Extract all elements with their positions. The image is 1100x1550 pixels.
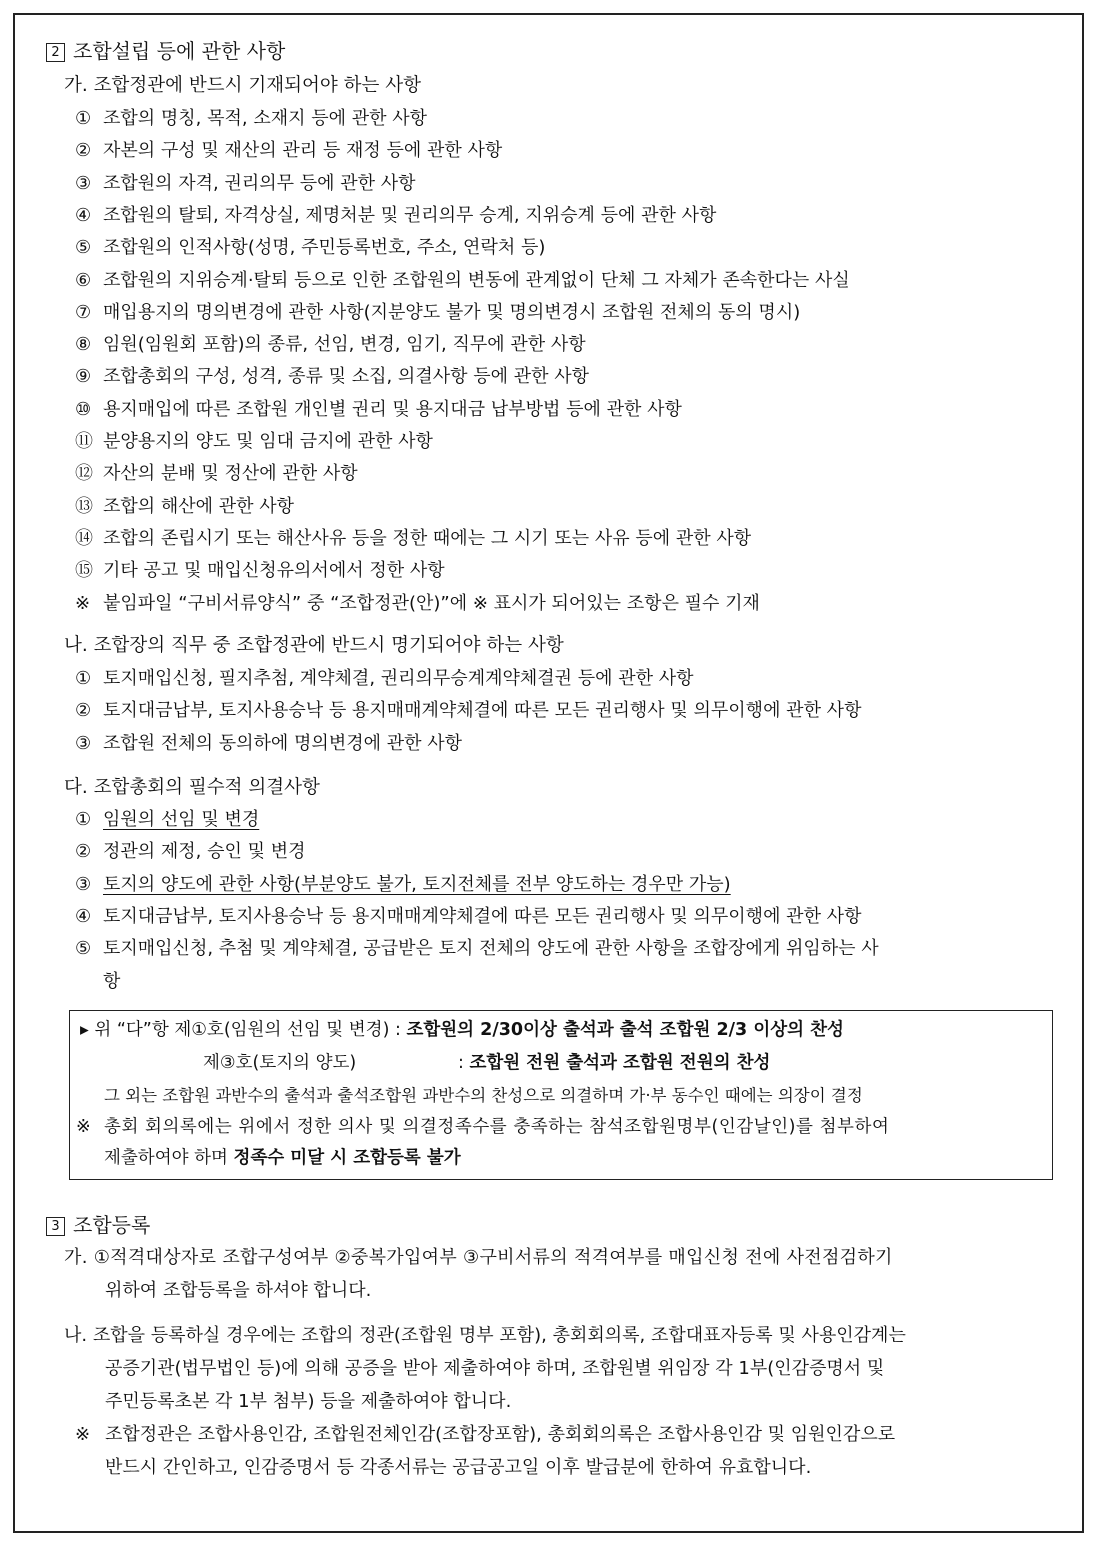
list-item: [75, 970, 120, 994]
list-item: [75, 808, 259, 832]
list-item-text: 자산의 분배 및 정산에 관한 사항: [103, 463, 358, 485]
list-item-marker: ⑥: [75, 269, 92, 291]
list-item: [75, 937, 879, 961]
list-item-marker: ①: [75, 108, 92, 129]
list-item-marker: ②: [75, 140, 92, 162]
list-item-text: 조합원의 인적사항(성명, 주민등록번호, 주소, 연락처 등): [103, 237, 546, 259]
list-item-text: 임원의 선임 및 변경: [103, 809, 260, 830]
list-item: [75, 732, 462, 756]
list-item-marker: ③: [75, 172, 92, 194]
list-item-marker: ⑧: [75, 334, 92, 356]
s3-na-line-1: 나. 조합을 등록하실 경우에는 조합의 정관(조합원 명부 포함), 총회회의록, 조합대표자등록 및 사용인감계는: [64, 1325, 906, 1346]
list-item: [75, 236, 545, 260]
section-3-heading: [46, 1212, 150, 1238]
list-item-marker: ※: [75, 592, 91, 614]
list-item: [75, 699, 861, 723]
s3-ga-line-2: 위하여 조합등록을 하셔야 합니다.: [105, 1280, 372, 1301]
box-row-4: [76, 1115, 889, 1139]
list-item-text: 조합총회의 구성, 성격, 종류 및 소집, 의결사항 등에 관한 사항: [103, 366, 589, 388]
list-item-marker: ⑫: [75, 463, 93, 485]
box-rule-1-label: ▸ 위 “다”항 제①호(임원의 선임 및 변경) :: [80, 1020, 401, 1040]
section-number-box: 2: [46, 43, 65, 62]
list-item: [75, 559, 445, 583]
list-item-marker: ⑪: [75, 431, 93, 452]
list-item-marker: ⑨: [75, 366, 92, 388]
list-item-text: 토지의 양도에 관한 사항(부분양도 불가, 토지전체를 전부 양도하는 경우만 가능): [103, 873, 731, 895]
list-item-text: 조합원 전체의 동의하에 명의변경에 관한 사항: [103, 732, 462, 754]
list-item-marker: ⑭: [75, 527, 93, 549]
s3-note-text: 조합정관은 조합사용인감, 조합원전체인감(조합장포함), 총회회의록은 조합사용인감 및 임원인감으로: [105, 1424, 896, 1445]
list-item-text: 토지매입신청, 추첨 및 계약체결, 공급받은 토지 전체의 양도에 관한 사항을 조합장에게 위임하는 사: [103, 938, 879, 960]
list-item-text: 토지대금납부, 토지사용승낙 등 용지매매계약체결에 따른 모든 권리행사 및 의무이행에 관한 사항: [103, 905, 862, 927]
box-note-mark: ※: [76, 1117, 91, 1137]
list-item-marker: ①: [75, 668, 92, 689]
box-row-1: [80, 1018, 844, 1042]
list-item: [75, 592, 760, 616]
list-item-text: 토지대금납부, 토지사용승낙 등 용지매매계약체결에 따른 모든 권리행사 및 의무이행에 관한 사항: [103, 700, 862, 722]
list-item-marker: ⑤: [75, 938, 92, 960]
list-item-text: 조합의 해산에 관한 사항: [103, 495, 295, 517]
list-item: [75, 840, 306, 864]
box-rule-2-value: 조합원 전원 출석과 조합원 전원의 찬성: [469, 1053, 771, 1073]
list-item-marker: ②: [75, 700, 92, 722]
list-item-text: 조합원의 자격, 권리의무 등에 관한 사항: [103, 172, 416, 194]
list-item: [75, 495, 294, 519]
s3-note-mark: ※: [75, 1424, 91, 1445]
box-row-5: [104, 1146, 461, 1170]
list-item-marker: ④: [75, 905, 92, 927]
list-item-text: 조합원의 지위승계·탈퇴 등으로 인한 조합원의 변동에 관계없이 단체 그 자체가 존속한다는 사실: [103, 269, 850, 291]
list-item-text: 용지매입에 따른 조합원 개인별 권리 및 용지대금 납부방법 등에 관한 사항: [103, 398, 682, 420]
list-item-marker: ③: [75, 873, 92, 895]
s3-note-line-2: 반드시 간인하고, 인감증명서 등 각종서류는 공급공고일 이후 발급분에 한하여 유효합니다.: [105, 1457, 812, 1478]
list-item-text: 조합의 존립시기 또는 해산사유 등을 정한 때에는 그 시기 또는 사유 등에 관한 사항: [103, 527, 752, 549]
list-item-text: 정관의 제정, 승인 및 변경: [103, 841, 306, 863]
box-row-5-text: 제출하여야 하며: [104, 1148, 228, 1168]
s3-na-line-3: 주민등록초본 각 1부 첨부) 등을 제출하여야 합니다.: [105, 1391, 512, 1412]
list-item-text: 조합원의 탈퇴, 자격상실, 제명처분 및 권리의무 승계, 지위승계 등에 관한 사항: [103, 204, 717, 226]
section-title: 조합설립 등에 관한 사항: [73, 39, 286, 63]
list-item-marker: ⑤: [75, 237, 92, 259]
list-item: [75, 204, 716, 228]
list-item-marker: ⑬: [75, 495, 93, 517]
s3-ga-line-1: 가. ①적격대상자로 조합구성여부 ②중복가입여부 ③구비서류의 적격여부를 매입신청 전에 사전점검하기: [64, 1247, 893, 1268]
list-item-text: 매입용지의 명의변경에 관한 사항(지분양도 불가 및 명의변경시 조합원 전체의 동의 명시): [103, 301, 801, 323]
list-item-text: 토지매입신청, 필지추첨, 계약체결, 권리의무승계계약체결권 등에 관한 사항: [103, 668, 694, 689]
list-item-marker: ②: [75, 841, 92, 863]
list-item: [75, 333, 586, 357]
s3-na-line-2: 공증기관(법무법인 등)에 의해 공증을 받아 제출하여야 하며, 조합원별 위임장 각 1부(인감증명서 및: [105, 1358, 885, 1379]
list-item: [75, 527, 751, 551]
list-item-text: 항: [103, 970, 121, 992]
list-item: [75, 430, 433, 454]
voting-rules-box: [69, 1010, 1053, 1180]
subsection-da-title: 다. 조합총회의 필수적 의결사항: [64, 777, 320, 798]
list-item-text: 임원(임원회 포함)의 종류, 선임, 변경, 임기, 직무에 관한 사항: [103, 334, 586, 356]
list-item: [75, 873, 731, 897]
list-item: [75, 462, 358, 486]
box-rule-1-value: 조합원의 2/30이상 출석과 출석 조합원 2/3 이상의 찬성: [406, 1020, 844, 1040]
section-2-heading: [46, 38, 285, 64]
list-item: [75, 139, 502, 163]
list-item: [75, 905, 861, 929]
subsection-ga-title: 가. 조합정관에 반드시 기재되어야 하는 사항: [64, 75, 421, 96]
list-item-marker: ④: [75, 204, 92, 226]
section-title: 조합등록: [73, 1213, 151, 1237]
box-row-5-bold: 정족수 미달 시 조합등록 불가: [233, 1148, 461, 1168]
subsection-na-title: 나. 조합장의 직무 중 조합정관에 반드시 명기되어야 하는 사항: [64, 635, 564, 656]
list-item-text: 붙임파일 “구비서류양식” 중 “조합정관(안)”에 ※ 표시가 되어있는 조항은 필수 기재: [103, 592, 760, 614]
box-row-3: 그 외는 조합원 과반수의 출석과 출석조합원 과반수의 찬성으로 의결하며 가·부 동수인 때에는 의장이 결정: [104, 1086, 863, 1105]
list-item-text: 기타 공고 및 매입신청유의서에서 정한 사항: [103, 560, 445, 582]
box-note-text: 총회 회의록에는 위에서 정한 의사 및 의결정족수를 충족하는 참석조합원명부(인감날인)를 첨부하여: [104, 1117, 890, 1137]
box-row-2: [458, 1051, 770, 1075]
list-item-marker: ①: [75, 809, 92, 830]
list-item: [75, 107, 427, 131]
list-item: [75, 398, 682, 422]
s3-note-line-1: [75, 1423, 895, 1447]
list-item: [75, 301, 800, 325]
list-item: [75, 269, 850, 293]
list-item-text: 조합의 명칭, 목적, 소재지 등에 관한 사항: [103, 108, 427, 129]
list-item-marker: ⑩: [75, 398, 92, 420]
list-item: [75, 365, 589, 389]
list-item-marker: ③: [75, 732, 92, 754]
list-item-text: 분양용지의 양도 및 임대 금지에 관한 사항: [103, 431, 433, 452]
list-item: [75, 667, 694, 691]
box-row-2-colon: :: [458, 1053, 464, 1073]
box-row-2-label: 제③호(토지의 양도): [203, 1053, 357, 1073]
list-item-marker: ⑦: [75, 301, 92, 323]
section-number-box: 3: [46, 1217, 65, 1236]
list-item-text: 자본의 구성 및 재산의 관리 등 재정 등에 관한 사항: [103, 140, 503, 162]
list-item-marker: ⑮: [75, 560, 93, 582]
list-item: [75, 172, 416, 196]
